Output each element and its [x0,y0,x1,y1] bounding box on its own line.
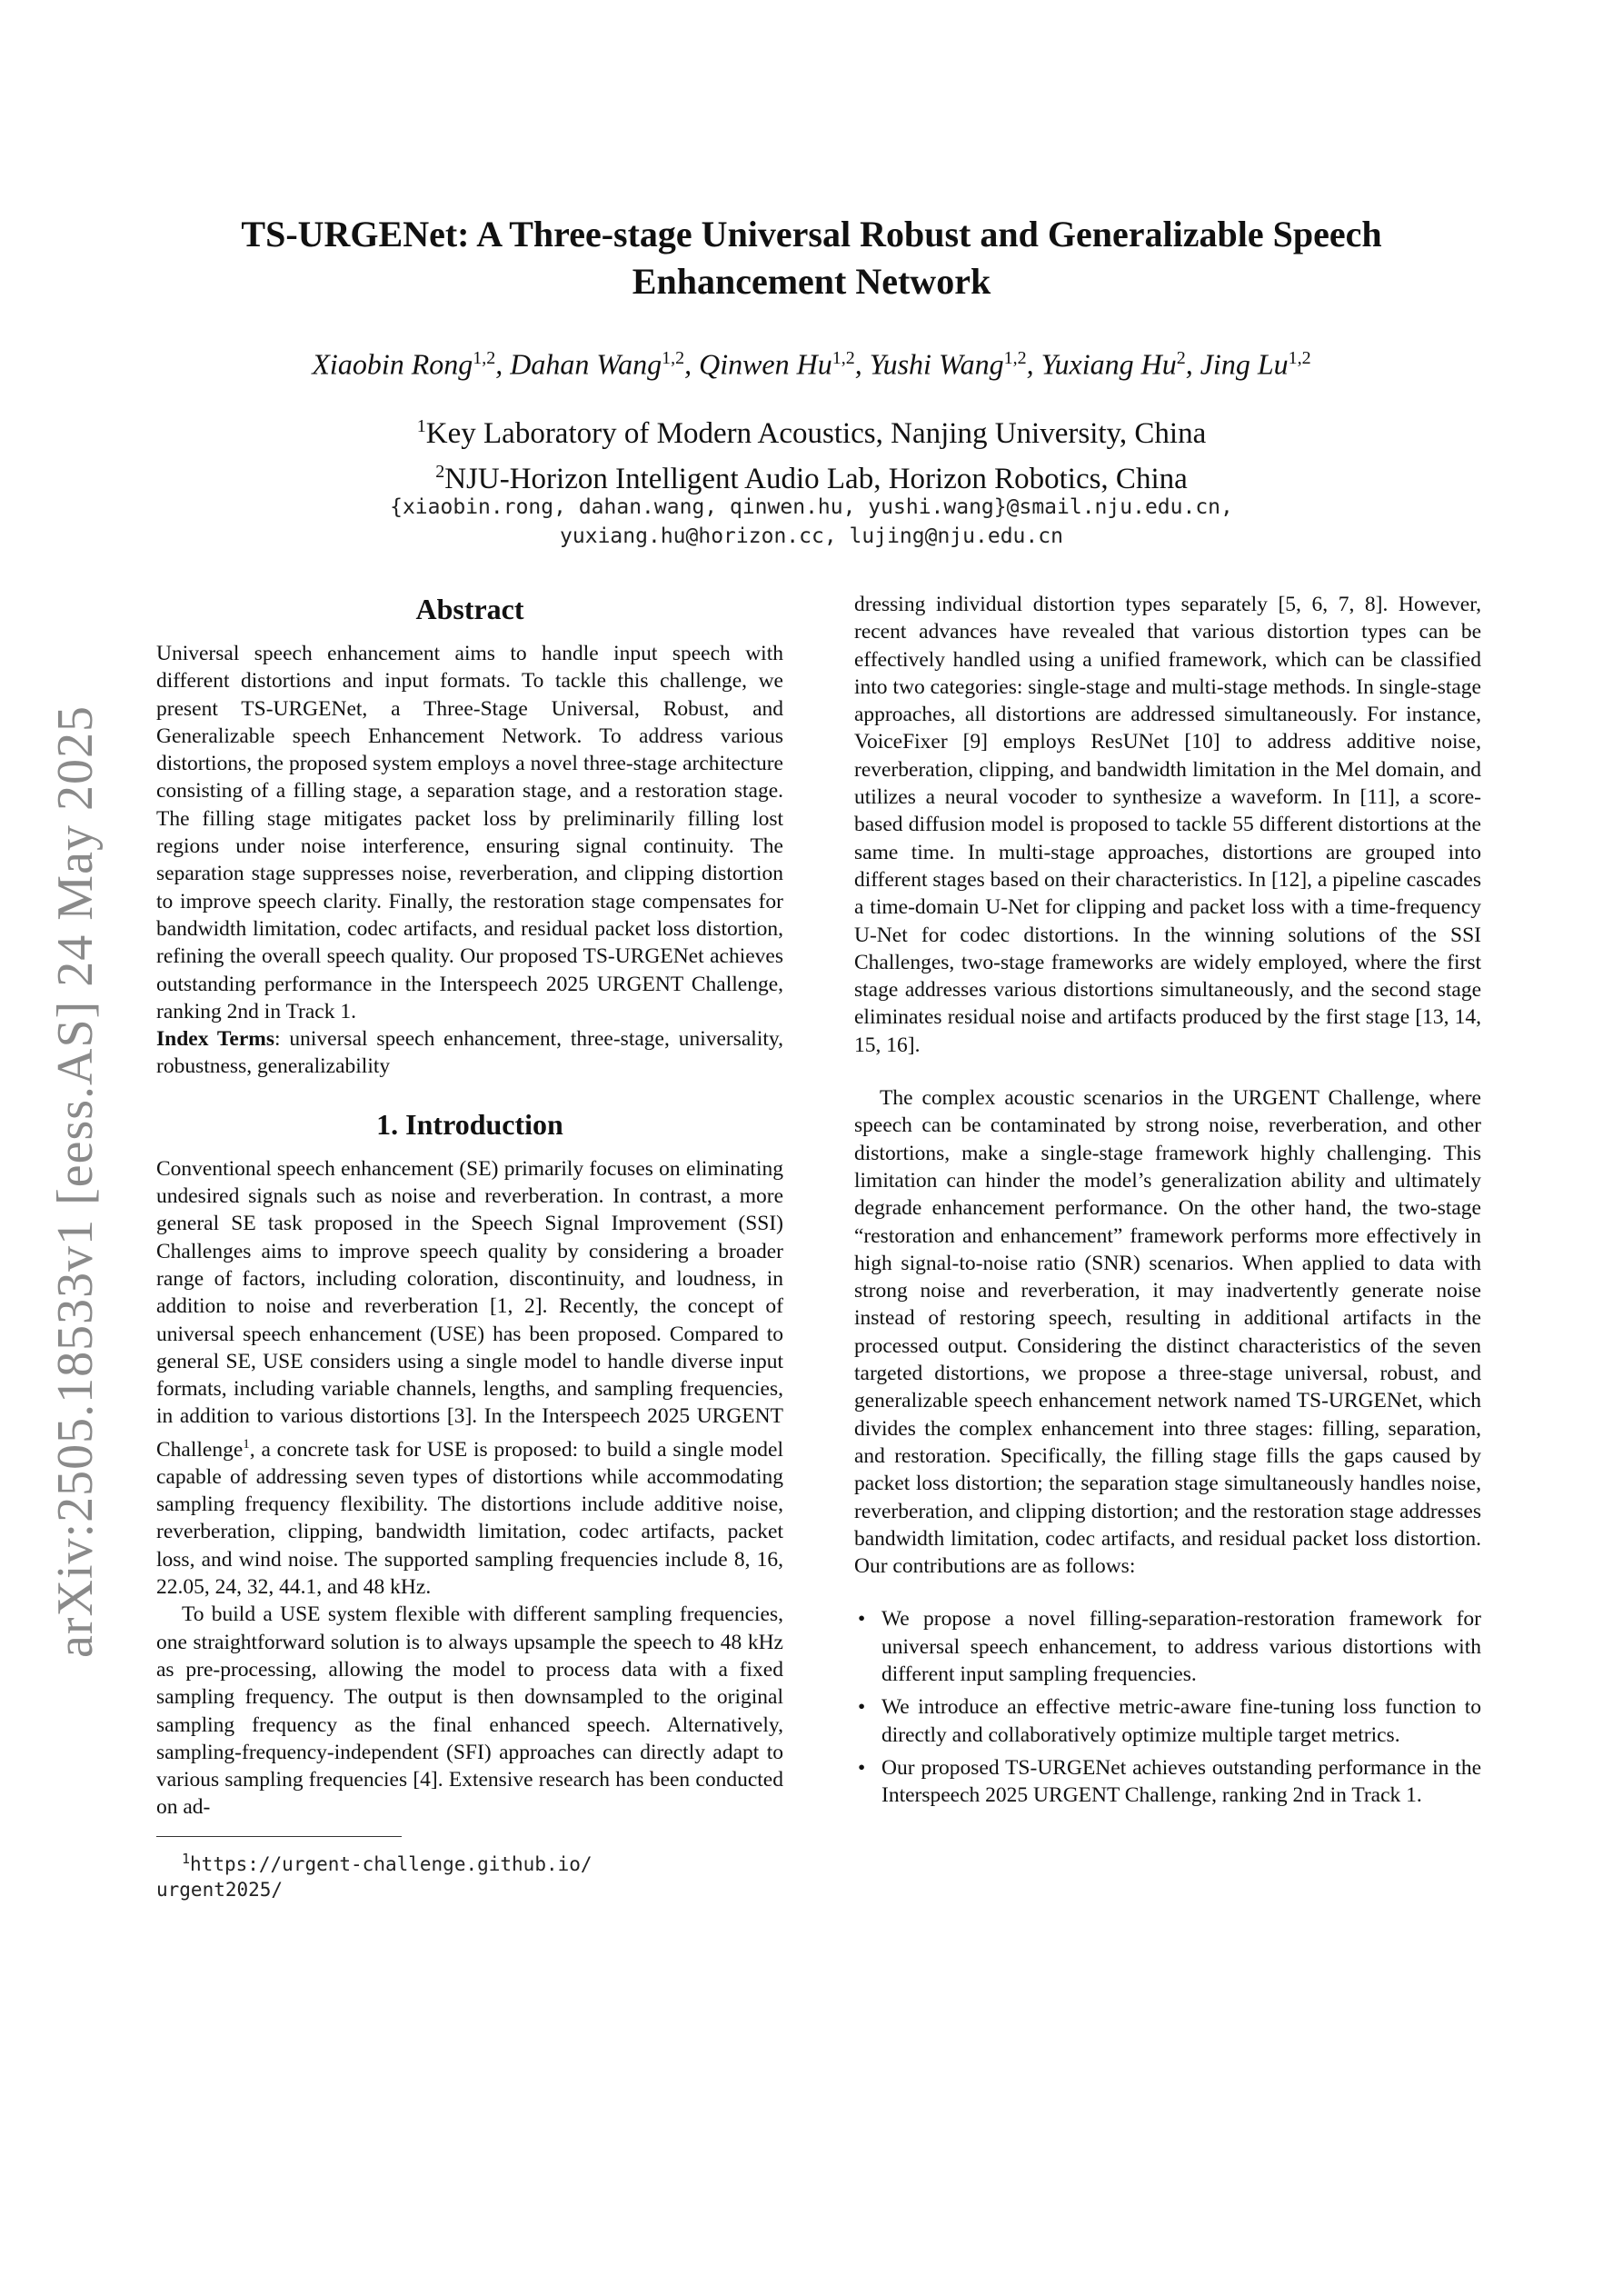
affiliation-1 [164,407,1459,453]
list-item [854,1754,1481,1810]
author-name: Yuxiang Hu [1041,347,1177,381]
affiliation-mark: 1 [416,416,426,436]
intro-paragraph-1-text-cont: , a concrete task for USE is proposed: to build a single model capable of addressing seven types of distortions while accommodating sampling frequency flexibility. The distortions include additive noise, reverberation, clipping, bandwidth limitation, codec artifacts, packet loss, and wind noise. The supported sampling frequencies include 8, 16, 22.05, 24, 32, 44.1, and 48 kHz. [156,1437,783,1600]
abstract-text: Universal speech enhancement aims to handle input speech with different distortions and input formats. To tackle this challenge, we present TS-URGENet, a Three-Stage Universal, Robust, and Generalizable speech Enhancement Network. To address various distortions, the proposed system employs a novel three-stage architecture consisting of a filling stage, a separation stage, and a restoration stage. The filling stage mitigates packet loss by preliminarily filling lost regions under noise interference, ensuring signal continuity. The separation stage suppresses noise, reverberation, and clipping distortion to improve speech clarity. Finally, the restoration stage compensates for bandwidth limitation, codec artifacts, and residual packet loss distortion, refining the overall speech quality. Our proposed TS-URGENet achieves outstanding performance in the Interspeech 2025 URGENT Challenge, ranking 2nd in Track 1. [156,642,783,1023]
author-list: Xiaobin Rong$^{1,2}$, Dahan Wang$^{1,2}$, Qinwen Hu$^{1,2}$, Yushi Wang$^{1,2}$, Yuxiang Hu$^2$, Jing Lu$^{1,2}$ [312,347,1311,381]
index-terms-text: : universal speech enhancement, three-stage, universality, robustness, generalizability [156,1027,783,1079]
affiliation-mark: 2 [435,462,445,482]
intro-paragraph-1-text: Conventional speech enhancement (SE) primarily focuses on eliminating undesired signals such as noise and reverberation. In contrast, a more general SE task proposed in the Speech Signal Improvement (SSI) Challenges aims to improve speech quality by considering a broader range of factors, including coloration, discontinuity, and loudness, in addition to noise and reverberation [1, 2]. Recently, the concept of universal speech enhancement (USE) has been proposed. Compared to general SE, USE considers using a single model to handle diverse input formats, including variable channels, lengths, and sampling frequencies, in addition to various distortions [3]. In the Interspeech 2025 URGENT Challenge [156,1156,783,1462]
footnote-divider [156,1836,402,1837]
affiliation-2 [164,453,1459,498]
list-item [854,1605,1481,1688]
contribution-text: We introduce an effective metric-aware fine-tuning loss function to directly and collaboratively optimize multiple target metrics. [881,1695,1481,1747]
email-line: yuxiang.hu@horizon.cc, lujing@nju.edu.cn [560,524,1063,548]
paper-title-line2: Enhancement Network [632,261,991,302]
footnote-mark: 1 [182,1850,191,1867]
index-terms-label: Index Terms [156,1027,274,1052]
arxiv-identifier [44,636,107,1727]
paper-title-line1: TS-URGENet: A Three-stage Universal Robust and Generalizable Speech [241,214,1382,255]
contribution-list [854,1605,1481,1809]
author-affiliation-mark: 1,2 [1288,348,1311,368]
footnote-url-line2[interactable]: urgent2025/ [156,1878,284,1901]
paper-title [164,211,1459,305]
email-line: {xiaobin.rong, dahan.wang, qinwen.hu, yushi.wang}@smail.nju.edu.cn, [390,495,1233,519]
intro-paragraph-2: To build a USE system flexible with different sampling frequencies, one straightforward solution is to always upsample the speech to 48 kHz as pre-processing, allowing the model to process data with a fixed sampling frequency. The output is then downsampled to the original sampling frequency as the final enhanced speech. Alternatively, sampling-frequency-independent (SFI) approaches can directly adapt to various sampling frequencies [4]. Extensive research has been conducted on ad- [156,1602,783,1820]
author-affiliation-mark: 1,2 [1003,348,1027,368]
affiliation-text: Key Laboratory of Modern Acoustics, Nanjing University, China [425,417,1207,450]
index-terms [156,1025,783,1081]
arxiv-identifier-text: arXiv:2505.18533v1 [eess.AS] 24 May 2025 [47,705,104,1658]
author-name: Qinwen Hu [699,347,832,381]
contribution-text: Our proposed TS-URGENet achieves outstanding performance in the Interspeech 2025 URGENT Challenge, ranking 2nd in Track 1. [881,1755,1481,1808]
author-name: Yushi Wang [869,347,1004,381]
intro-paragraph-2-continued: dressing individual distortion types separately [5, 6, 7, 8]. However, recent advances have revealed that various distortion types can be effectively handled using a unified framework, which can be classified into two categories: single-stage and multi-stage methods. In single-stage approaches, all distortions are addressed simultaneously. For instance, VoiceFixer [9] employs ResUNet [10] to address additive noise, reverberation, clipping, and bandwidth limitation in the Mel domain, and utilizes a neural vocoder to synthesize a waveform. In [11], a score-based diffusion model is proposed to tackle 55 different distortions at the same time. In multi-stage approaches, distortions are grouped into different stages based on their characteristics. In [12], a pipeline cascades a time-domain U-Net for clipping and packet loss with a time-frequency U-Net for codec distortions. In the winning solutions of the SSI Challenges, two-stage frameworks are widely employed, where the first stage addresses various distortions simultaneously, and the second stage eliminates residual noise and artifacts produced by the first stage [13, 14, 15, 16]. [854,593,1481,1057]
introduction-heading: 1. Introduction [376,1107,563,1141]
affiliation-list [164,407,1459,498]
author-affiliation-mark: 1,2 [831,348,855,368]
footnote-url-line1[interactable]: https://urgent-challenge.github.io/ [190,1852,592,1875]
intro-paragraph-1 [156,1155,783,1602]
email-list [164,493,1459,551]
affiliation-text: NJU-Horizon Intelligent Audio Lab, Horizon Robotics, China [444,463,1188,495]
abstract-heading: Abstract [415,593,524,625]
footnote-reference: 1 [243,1436,250,1452]
right-column [854,591,1481,1814]
bullet: • [858,1755,866,1780]
contribution-text: We propose a novel filling-separation-restoration framework for universal speech enhancement, to address various distortions with different input sampling frequencies. [881,1607,1481,1686]
left-column [156,591,783,1902]
intro-paragraph-3: The complex acoustic scenarios in the URGENT Challenge, where speech can be contaminated by strong noise, reverberation, and other distortions, make a single-stage framework highly challenging. This limitation can hinder the model’s generalization ability and ultimately degrade enhancement performance. On the other hand, the two-stage “restoration and enhancement” framework performs more effectively in high signal-to-noise ratio (SNR) scenarios. When applied to data with strong noise and reverberation, it may inadvertently generate noise instead of restoring speech, resulting in additional artifacts in the processed output. Considering the distinct characteristics of the seven targeted distortions, we propose a three-stage universal, robust, and generalizable speech enhancement network named TS-URGENet, which divides the complex enhancement into three stages: filling, separation, and restoration. Specifically, the filling stage fills the gaps caused by packet loss distortion; the separation stage simultaneously handles noise, reverberation, and clipping distortion; and the restoration stage addresses bandwidth limitation, codec artifacts, and residual packet loss distortion. Our contributions are as follows: [854,1086,1481,1579]
bullet: • [858,1607,866,1632]
author-affiliation-mark: 2 [1176,348,1186,368]
list-item [854,1693,1481,1749]
author-affiliation-mark: 1,2 [662,348,685,368]
author-name: Xiaobin Rong [312,347,473,381]
author-name: Dahan Wang [510,347,662,381]
bullet: • [858,1695,866,1720]
author-affiliation-mark: 1,2 [473,348,496,368]
footnote [156,1846,783,1902]
author-name: Jing Lu [1200,347,1289,381]
